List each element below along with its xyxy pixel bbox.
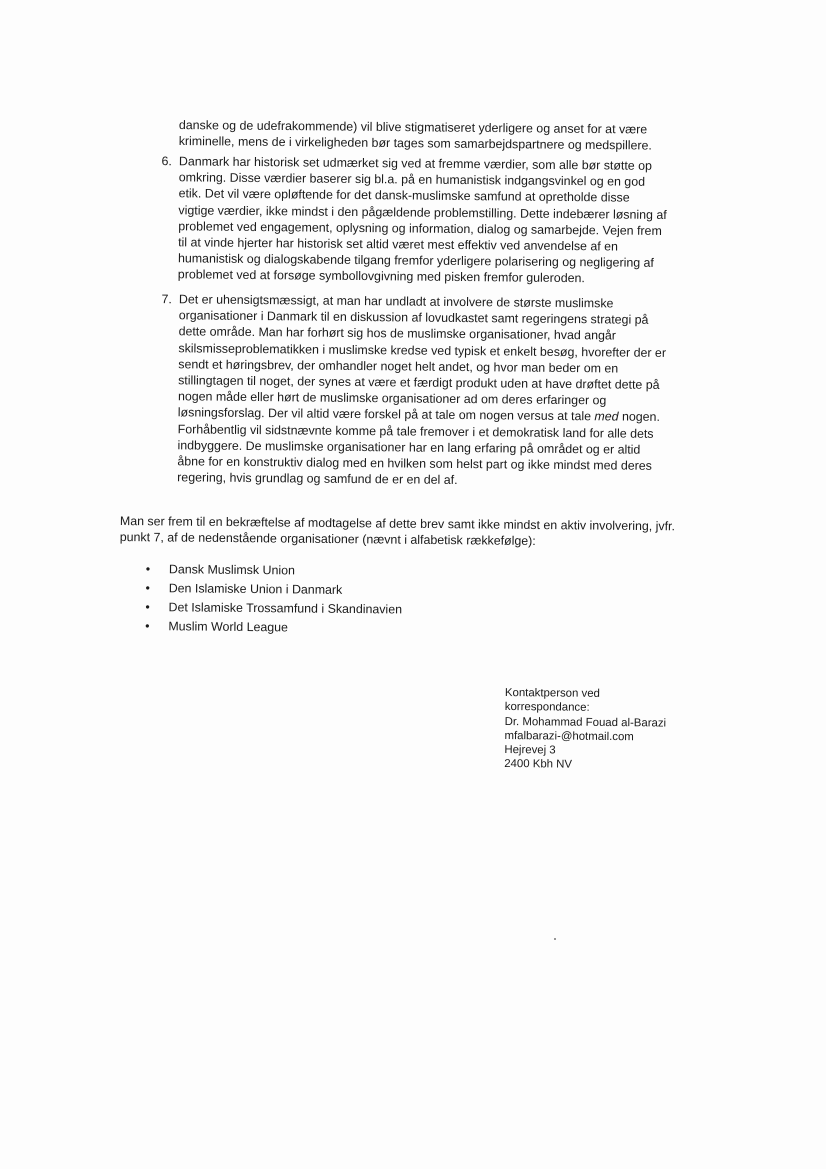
contact-heading-line-2: korrespondance: [504,701,590,715]
item-5-continuation: danske og de udefrakommende) vil blive stigmatiseret yderligere og anset for at være kriminelle, mens de i virkeligheden bør tages som samarbejdspartnere og medspillere. [178,117,652,153]
bullet-icon: • [145,619,150,634]
list-item [142,618,542,641]
item-7-text [177,291,669,490]
item-7-text-before: Det er uhensigtsmæssigt, at man har undladt at involvere de største muslimske organisationer i Danmark til en diskussion af lovudkastet samt regeringens strategi på dette område. Man har forhørt sig hos de muslimske organisationer, hvad angår skilsmisseproblematikken i muslimske kredse ved typisk et enkelt besøg, hvorefter der er sendt et høringsbrev, der omhandler noget helt andet, og hvor man beder om en stillingtagen til noget, der synes at være et færdigt produkt uden at have drøftet dette på nogen måde eller hørt de muslimske organisationer ad om deres erfaringer og løsningsforslag. Der vil altid være forskel på at tale om nogen versus at tale [177,292,667,424]
contact-email: mfalbarazi-@hotmail.com [504,729,634,744]
contact-street: Hejrevej 3 [504,744,556,757]
item-7-emphasis: med [594,409,619,424]
list-item-6 [148,153,670,286]
closing-paragraph: Man ser frem til en bekræftelse af modtagelse af dette brev samt ikke mindst en aktiv involvering, jvfr. punkt 7, af de nedenstående organisationer (nævnt i alfabetisk rækkefølge): [119,513,676,549]
organization-name: Den Islamiske Union i Danmark [168,581,343,597]
item-7-text-after: nogen. Forhåbentlig vil sidstnævnte komme på tale fremover i et demokratisk land for alle dets indbyggere. De muslimske organisationer har en lang erfaring på området og er altid åbne for en konstruktiv dialog med en hvilken som helst part og ikke mindst med deres regering, hvis grundlag og samfund de er en del af. [177,409,660,488]
organization-list [142,561,543,641]
contact-name: Dr. Mohammad Fouad al-Barazi [504,715,667,730]
item-6-number: 6. [161,154,172,169]
organization-name: Muslim World League [168,619,289,635]
scan-speck [554,938,556,940]
contact-block [504,686,705,774]
list-item-7 [148,291,670,488]
contact-city: 2400 Kbh NV [504,758,573,772]
bullet-icon: • [145,581,150,596]
item-7-number: 7. [161,292,172,307]
contact-heading-line-1: Kontaktperson ved [504,686,600,700]
item-6-text: Danmark har historisk set udmærket sig ved at fremme værdier, som alle bør støtte op omkring. Disse værdier baserer sig bl.a. på en humanistisk indgangsvinkel og en god etik. Det vil være opløftende for det dansk-muslimske samfund at opretholde disse vigtige værdier, ikke mindst i den pågældende problemstilling. Dette indebærer løsning af problemet ved engagement, oplysning og information, dialog og samarbejde. Vejen frem til at vinde hjerter har historisk set altid været mest effektiv ved anvendelse af en humanistisk og dialogskabende tilgang fremfor yderligere polarisering og negligering af problemet ved at forsøge symbollovgivning med pisken fremfor guleroden. [177,154,667,286]
bullet-icon: • [145,562,151,577]
organization-name: Det Islamiske Trossamfund i Skandinavien [168,600,403,617]
organization-name: Dansk Muslimsk Union [168,562,295,578]
bullet-icon: • [145,600,150,615]
